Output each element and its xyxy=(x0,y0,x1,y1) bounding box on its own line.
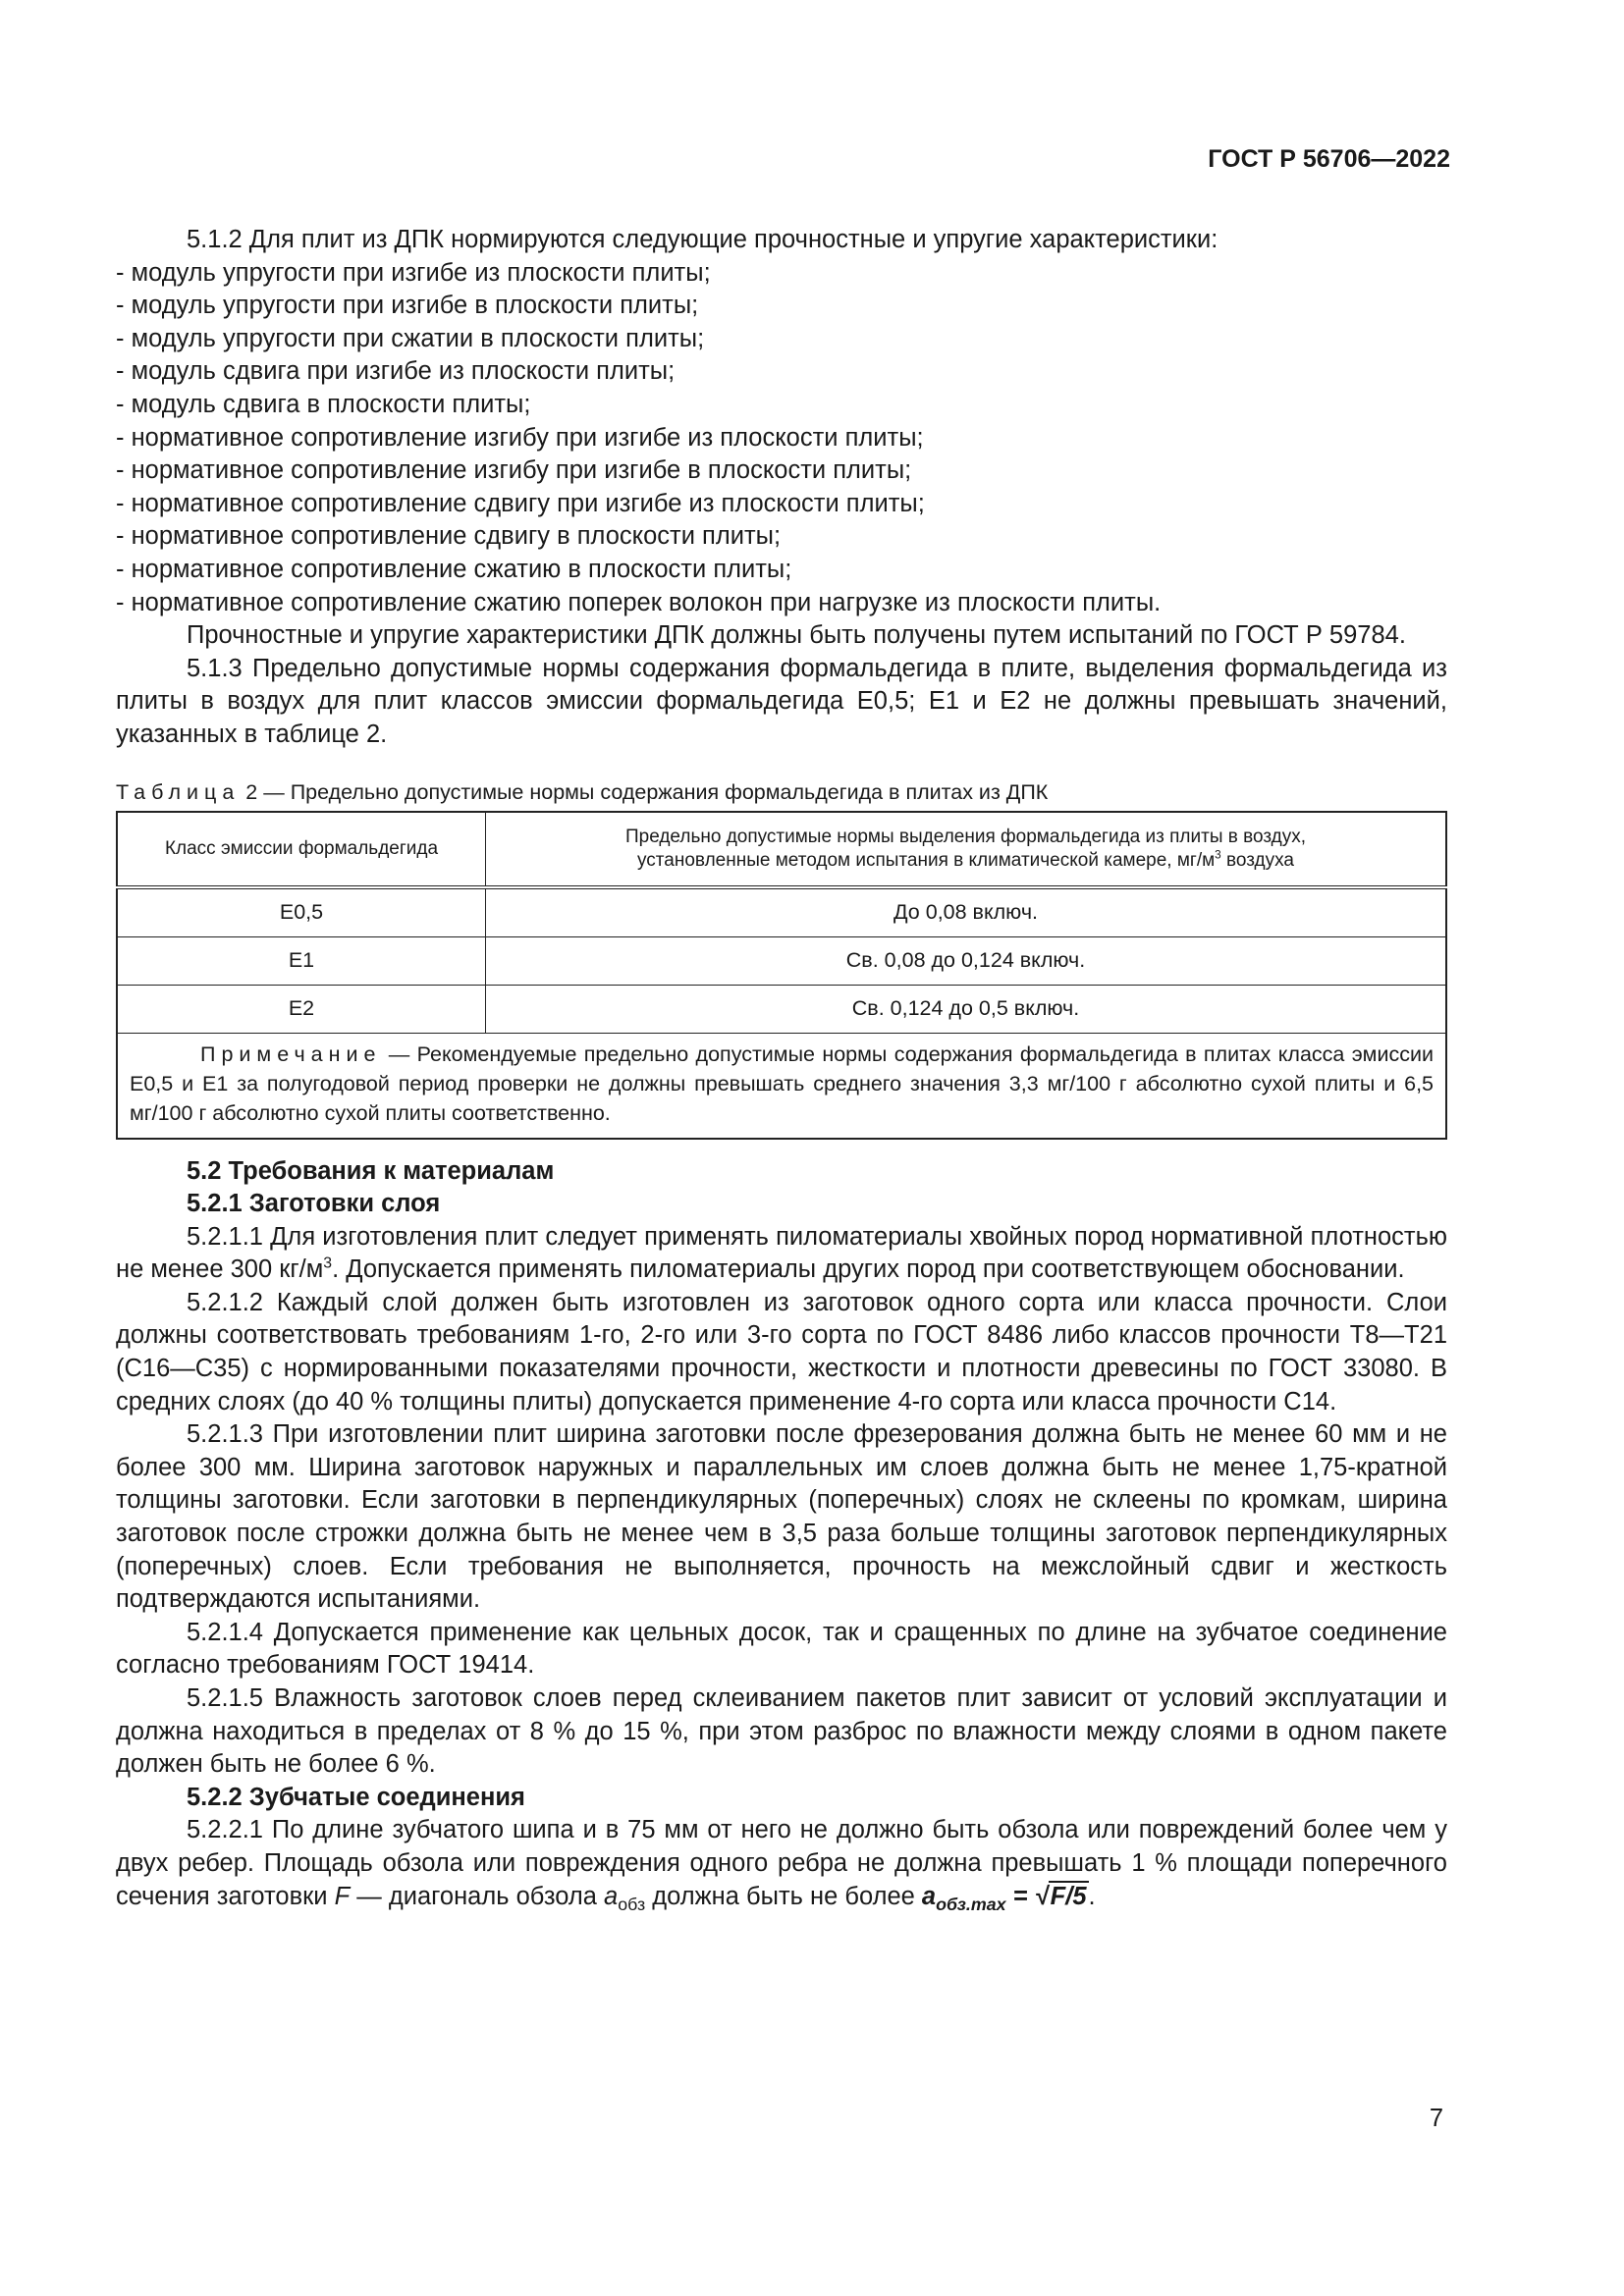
list-item: - модуль сдвига при изгибе из плоскости плиты; xyxy=(116,357,676,386)
table-note-row xyxy=(117,1033,1446,1139)
wane-formula: $a_{обз.max} = √F/5$ xyxy=(921,1882,1087,1914)
subsection-5-2-1-title: 5.2.1 Заготовки слоя xyxy=(187,1190,441,1218)
table-caption-text: 2 — Предельно допустимые нормы содержания формальдегида в плитах из ДПК xyxy=(245,779,1049,804)
subsection-5-2-2-title: 5.2.2 Зубчатые соединения xyxy=(187,1783,525,1811)
list-item: - нормативное сопротивление сжатию в плоскости плиты; xyxy=(116,555,792,583)
list-item: - нормативное сопротивление сдвигу в плоскости плиты; xyxy=(116,522,782,551)
cell-class: Е0,5 xyxy=(117,887,486,937)
table-row xyxy=(117,936,1446,985)
sqrt-icon: √ xyxy=(1034,1882,1049,1910)
table-caption xyxy=(116,777,1447,807)
paragraph-5-1-3: 5.1.3 Предельно допустимые нормы содержания формальдегида в плите, выделения формальдегида из плиты в воздух для плит классов эмиссии формальдегида Е0,5; Е1 и Е2 не должны превышать значений, указанных в таблице 2. xyxy=(116,654,1447,748)
list-item: - нормативное сопротивление сжатию поперек волокон при нагрузке из плоскости плиты. xyxy=(116,588,1162,616)
cell-value: Св. 0,124 до 0,5 включ. xyxy=(486,985,1447,1033)
list-item: - модуль упругости при изгибе из плоскости плиты; xyxy=(116,258,711,287)
table-header-row xyxy=(117,812,1446,887)
paragraph-5-2-1-1: 5.2.1.1 Для изготовления плит следует применять пиломатериалы хвойных пород нормативной плотностью не менее 300 $кг/м^3$. Допускается применять пиломатериалы других пород при соответствующем обосновании. xyxy=(116,1222,1447,1284)
characteristics-list xyxy=(116,257,1447,620)
list-item: - модуль упругости при сжатии в плоскости плиты; xyxy=(116,324,705,352)
page-content xyxy=(116,224,1447,1913)
paragraph-5-1-2: 5.1.2 Для плит из ДПК нормируются следующие прочностные и упругие характеристики: xyxy=(187,226,1218,253)
formaldehyde-table xyxy=(116,811,1447,1140)
list-item: - модуль упругости при изгибе в плоскости плиты; xyxy=(116,292,699,320)
table-note xyxy=(117,1033,1446,1139)
list-item: - модуль сдвига в плоскости плиты; xyxy=(116,390,531,418)
paragraph-5-2-1-3: 5.2.1.3 При изготовлении плит ширина заготовки после фрезерования должна быть не менее 60 мм и не более 300 мм. Ширина заготовок наружных и параллельных им слоев должна быть не менее 1,75-кратной толщины заготовки. Если заготовки в перпендикулярных (поперечных) слоях не склеены по кромкам, ширина заготовок после строжки должна быть не менее чем в 3,5 раза больше толщины заготовок перпендикулярных (поперечных) слоев. Если требования не выполняется, прочность на межслойный сдвиг и жесткость подтверждаются испытаниями. xyxy=(116,1420,1447,1614)
section-5-2-title: 5.2 Требования к материалам xyxy=(187,1156,555,1185)
paragraph-5-2-1-5: 5.2.1.5 Влажность заготовок слоев перед склеиванием пакетов плит зависит от условий эксплуатации и должна находиться в пределах от 8 % до 15 %, при этом разброс по влажности между слоями в одном пакете должен быть не более 6 %. xyxy=(116,1684,1447,1779)
paragraph-5-2-2-1: 5.2.2.1 По длине зубчатого шипа и в 75 мм от него не должно быть обзола или повреждений более чем у двух ребер. Площадь обзола или повреждения одного ребра не должна превышать 1 % площади поперечного сечения заготовки F — диагональ обзола $a_{обз}$ должна быть не более $a_{обз.max} = √F/5$. xyxy=(116,1816,1447,1914)
page-number: 7 xyxy=(1429,2105,1443,2132)
list-item: - нормативное сопротивление изгибу при изгибе в плоскости плиты; xyxy=(116,456,912,485)
list-item: - нормативное сопротивление изгибу при изгибе из плоскости плиты; xyxy=(116,423,924,452)
cell-value: Св. 0,08 до 0,124 включ. xyxy=(486,936,1447,985)
column-header-limits: Предельно допустимые нормы выделения формальдегида из плиты в воздух, установленные методом испытания в климатической камере, $мг/м^3$ воздуха xyxy=(486,812,1447,887)
list-item: - нормативное сопротивление сдвигу при изгибе из плоскости плиты; xyxy=(116,489,925,517)
table-row xyxy=(117,985,1446,1033)
cell-class: Е1 xyxy=(117,936,486,985)
document-id-header: ГОСТ Р 56706—2022 xyxy=(1208,145,1450,173)
cell-class: Е2 xyxy=(117,985,486,1033)
table-row xyxy=(117,887,1446,937)
note-label: Примечание xyxy=(200,1041,382,1066)
column-header-class: Класс эмиссии формальдегида xyxy=(117,812,486,887)
cell-value: До 0,08 включ. xyxy=(486,887,1447,937)
table-caption-word: Таблица xyxy=(116,779,241,804)
paragraph-strength: Прочностные и упругие характеристики ДПК должны быть получены путем испытаний по ГОСТ Р 59784. xyxy=(187,621,1406,650)
paragraph-5-2-1-2: 5.2.1.2 Каждый слой должен быть изготовлен из заготовок одного сорта или класса прочности. Слои должны соответствовать требованиям 1-го, 2-го или 3-го сорта по ГОСТ 8486 либо классов прочности Т8—Т21 (С16—С35) с нормированными показателями прочности, жесткости и плотности древесины по ГОСТ 33080. В средних слоях (до 40 % толщины плиты) допускается применение 4-го сорта или класса прочности С14. xyxy=(116,1288,1447,1415)
note-text: — Рекомендуемые предельно допустимые нормы содержания формальдегида в плитах класса эмиссии Е0,5 и Е1 за полугодовой период проверки не должны превышать среднего значения 3,3 мг/100 г абсолютно сухой плиты и 6,5 мг/100 г абсолютно сухой плиты соответственно. xyxy=(130,1041,1434,1125)
paragraph-5-2-1-4: 5.2.1.4 Допускается применение как цельных досок, так и сращенных по длине на зубчатое соединение согласно требованиям ГОСТ 19414. xyxy=(116,1618,1447,1680)
